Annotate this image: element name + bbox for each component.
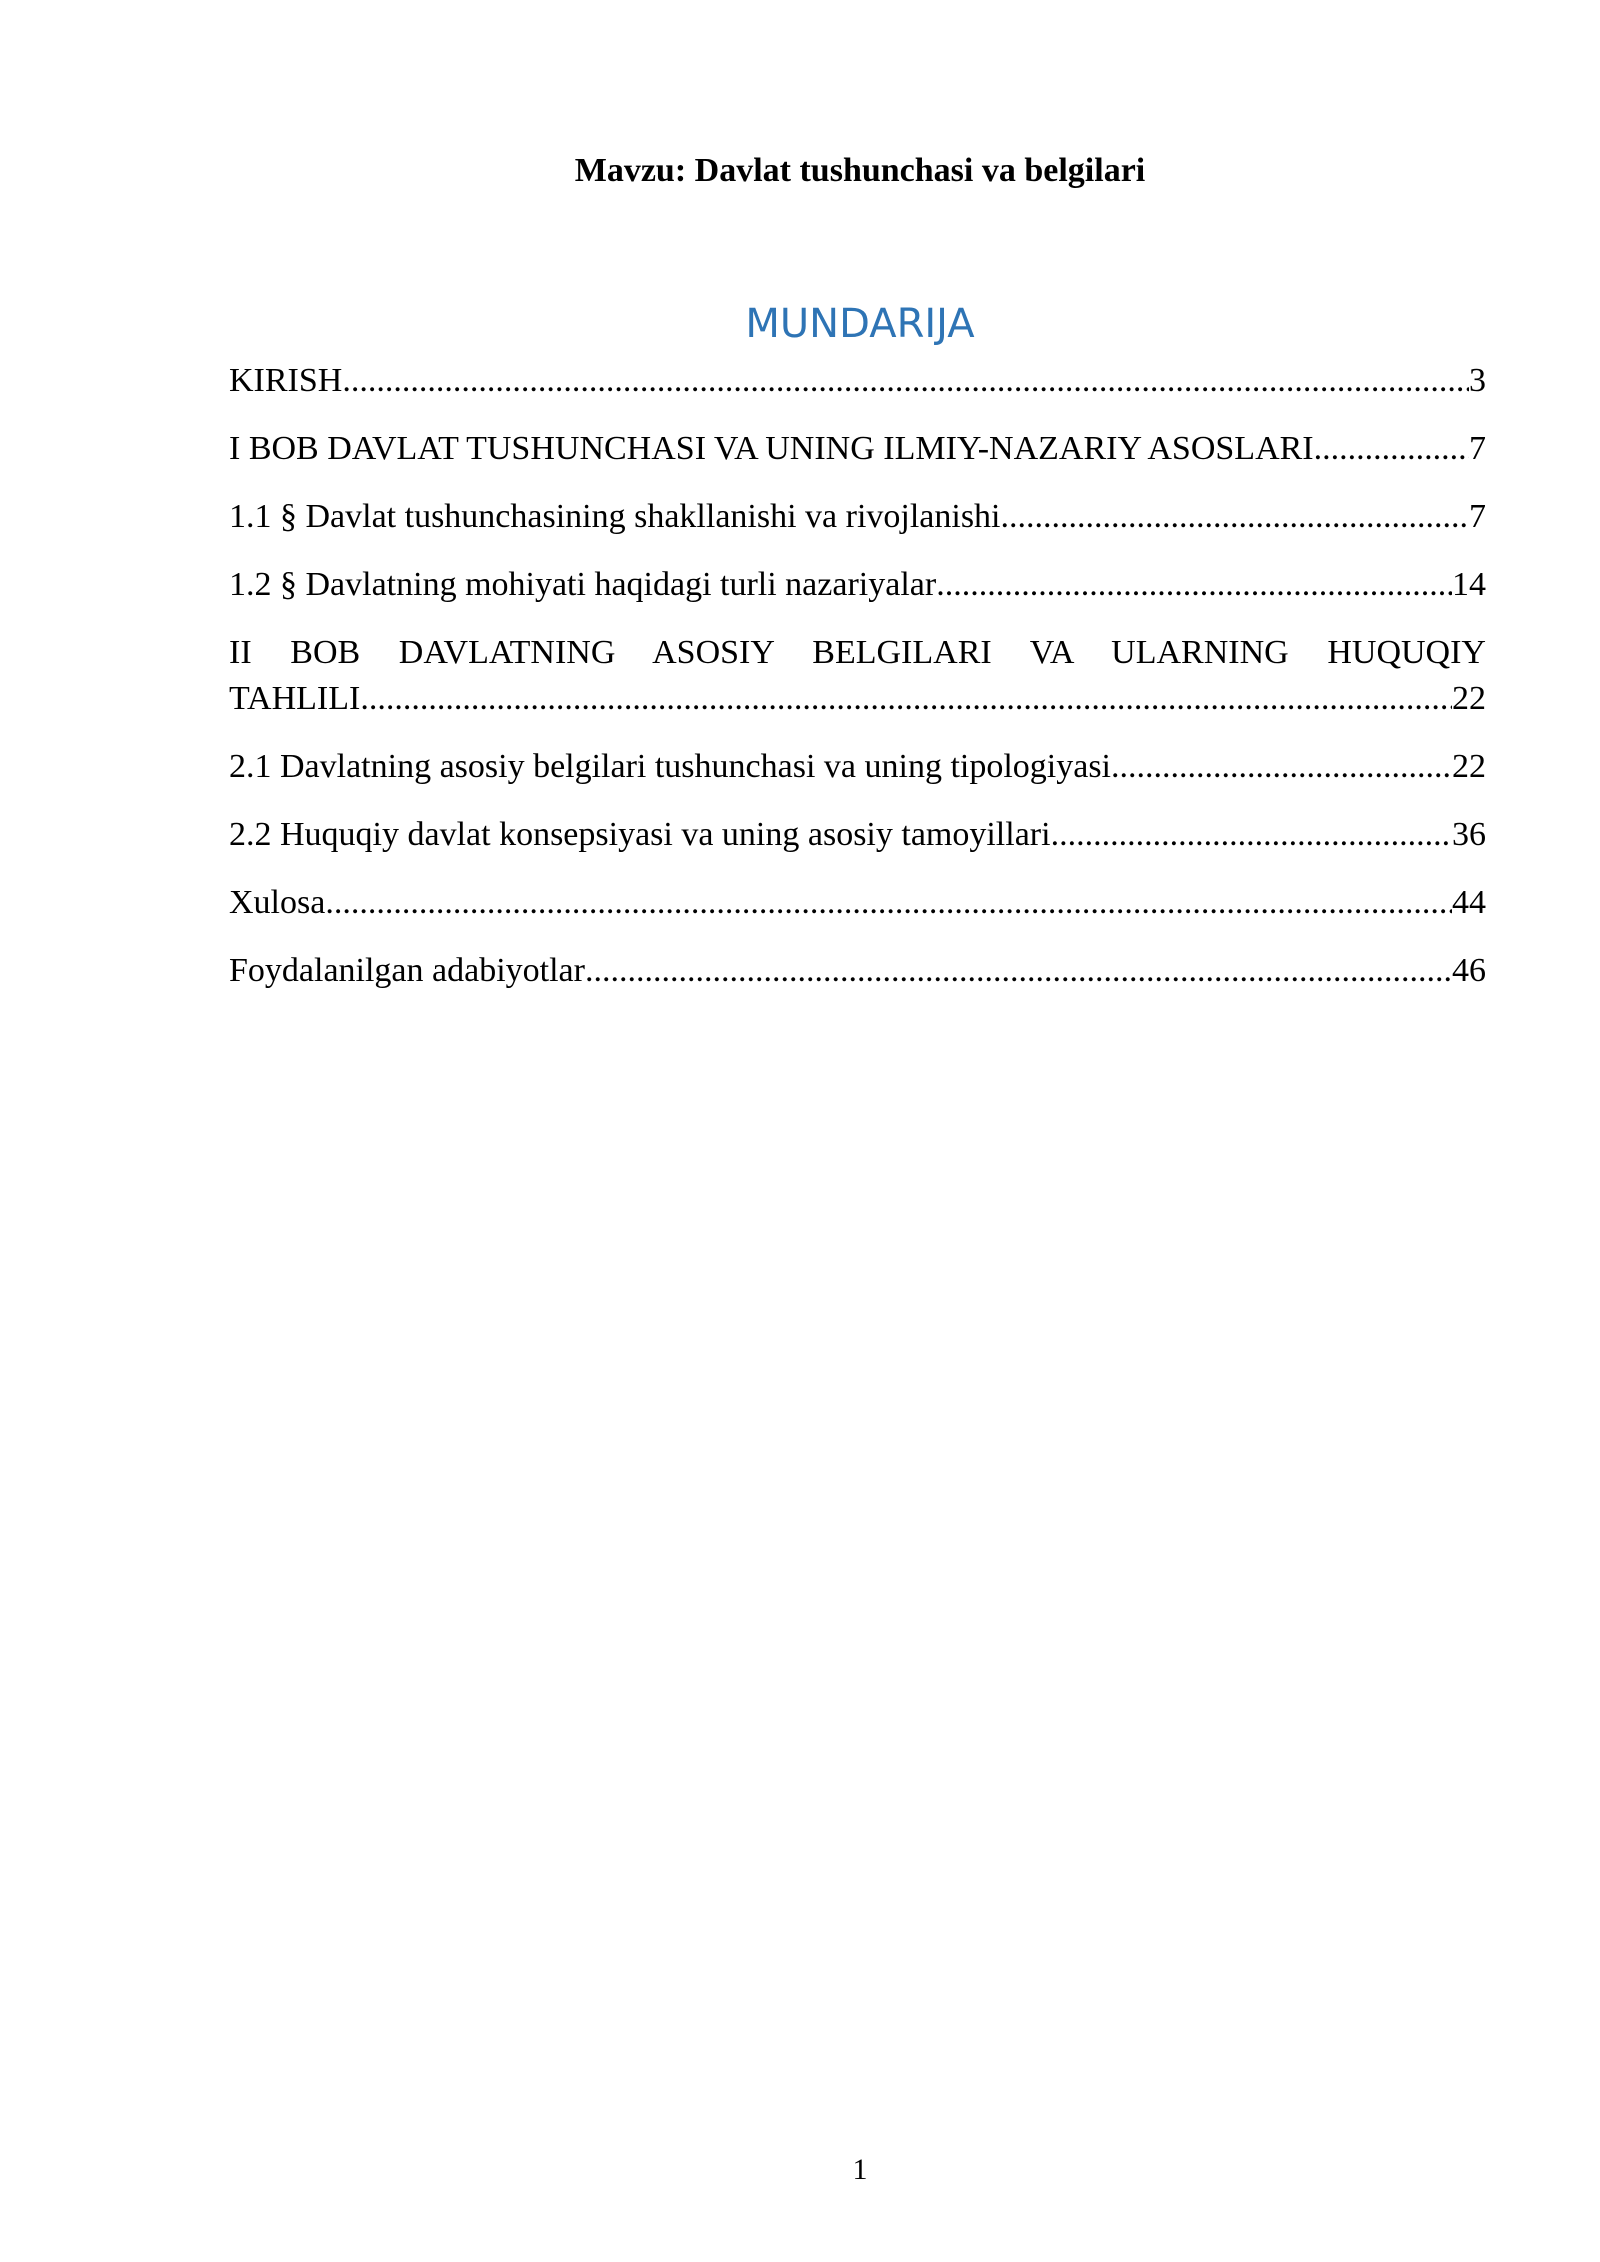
toc-entry-page: 14	[1452, 566, 1486, 603]
toc-dot-leader	[1001, 494, 1469, 540]
toc-entry-title-line1: II BOB DAVLATNING ASOSIY BELGILARI VA ULARNING HUQUQIY	[229, 634, 1486, 671]
toc-entry-title: I BOB DAVLAT TUSHUNCHASI VA UNING ILMIY-NAZARIY ASOSLARI	[229, 430, 1314, 467]
toc-entry-title: KIRISH	[229, 362, 343, 399]
toc-dot-leader	[325, 880, 1452, 926]
toc-entry-page: 7	[1469, 498, 1486, 535]
toc-entry-xulosa[interactable]	[229, 880, 1486, 926]
toc-entry-page: 22	[1452, 748, 1486, 785]
toc-dot-leader	[1314, 426, 1469, 472]
toc-entry-bibliography[interactable]	[229, 948, 1486, 994]
toc-entry-chapter-2[interactable]	[229, 630, 1486, 722]
table-of-contents	[229, 358, 1486, 1016]
toc-entry-page: 22	[1452, 680, 1486, 717]
toc-dot-leader	[360, 676, 1452, 722]
toc-heading: MUNDARIJA	[745, 301, 975, 347]
toc-entry-page: 7	[1469, 430, 1486, 467]
toc-entry-title: 2.2 Huquqiy davlat konsepsiyasi va uning asosiy tamoyillari	[229, 816, 1051, 853]
toc-dot-leader	[342, 358, 1469, 404]
toc-dot-leader	[1111, 744, 1452, 790]
toc-entry-title: Xulosa	[229, 884, 326, 921]
page-number: 1	[852, 2153, 868, 2186]
toc-entry-title-line2: TAHLILI	[229, 680, 361, 717]
toc-entry-page: 46	[1452, 952, 1486, 989]
subject-title: Mavzu: Davlat tushunchasi va belgilari	[574, 152, 1146, 189]
toc-entry-page: 44	[1452, 884, 1486, 921]
toc-dot-leader	[1051, 812, 1452, 858]
toc-entry-chapter-1[interactable]	[229, 426, 1486, 472]
toc-entry-title: 1.2 § Davlatning mohiyati haqidagi turli nazariyalar	[229, 566, 937, 603]
toc-entry-page: 36	[1452, 816, 1486, 853]
toc-entry-kirish[interactable]	[229, 358, 1486, 404]
toc-entry-title: Foydalanilgan adabiyotlar	[229, 952, 585, 989]
toc-entry-section-2-1[interactable]	[229, 744, 1486, 790]
toc-entry-section-1-1[interactable]	[229, 494, 1486, 540]
toc-dot-leader	[585, 948, 1452, 994]
toc-entry-section-2-2[interactable]	[229, 812, 1486, 858]
toc-dot-leader	[936, 562, 1452, 608]
toc-entry-section-1-2[interactable]	[229, 562, 1486, 608]
toc-entry-title: 1.1 § Davlat tushunchasining shakllanishi va rivojlanishi	[229, 498, 1001, 535]
toc-entry-title: 2.1 Davlatning asosiy belgilari tushunchasi va uning tipologiyasi	[229, 748, 1111, 785]
toc-entry-page: 3	[1469, 362, 1486, 399]
